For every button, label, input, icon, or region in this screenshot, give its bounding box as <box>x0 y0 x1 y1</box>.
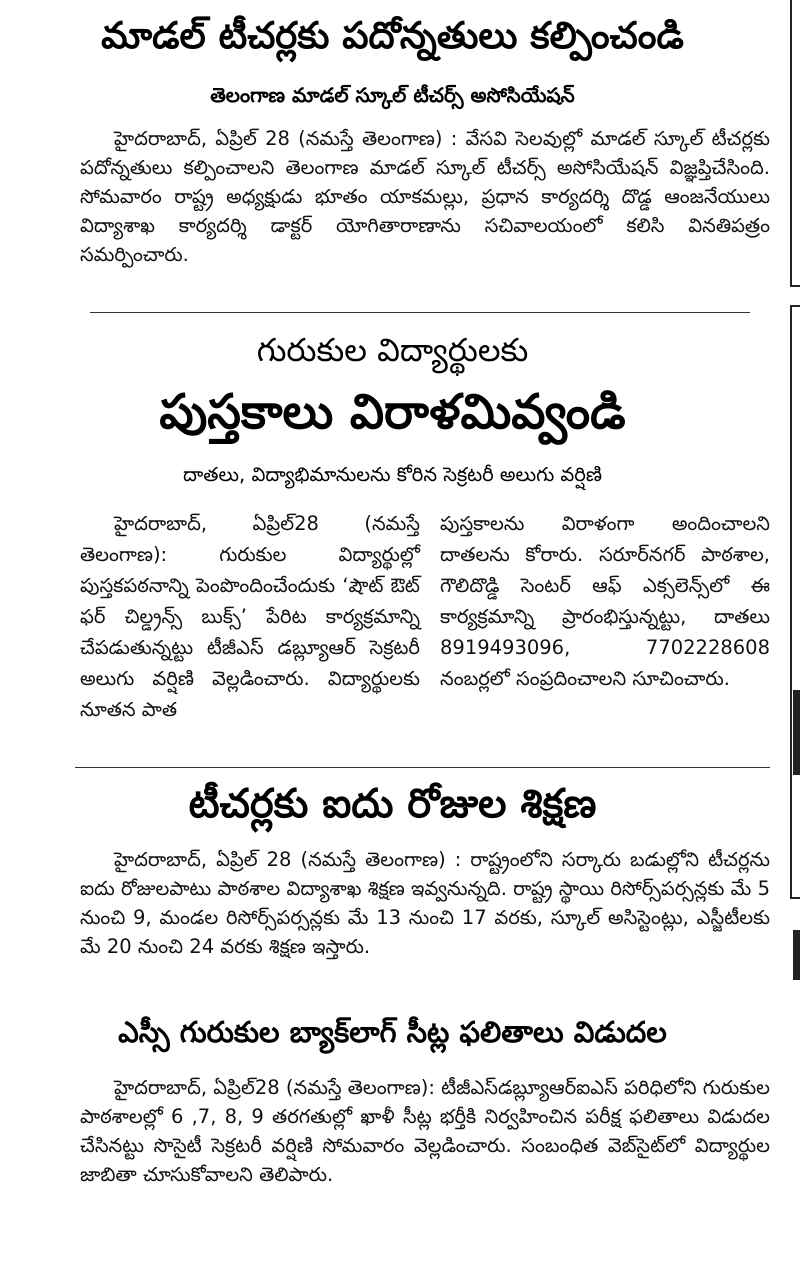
article1-body: హైదరాబాద్, ఏప్రిల్ 28 (నమస్తే తెలంగాణ) : వేసవి సెలవుల్లో మాడల్ స్కూల్ టీచర్లకు పదోన్నతులు కల్పించాలని తెలంగాణ మాడల్ స్కూల్ టీచర్స్ అసోసియేషన్ విజ్ఞప్తిచేసింది. సోమవారం రాష్ట్ర అధ్యక్షుడు భూతం యాకమల్లు, ప్రధాన కార్యదర్శి దొడ్డ ఆంజనేయులు విద్యాశాఖ కార్యదర్శి డాక్టర్ యోగితారాణాను సచివాలయంలో కలిసి వినతిపత్రం సమర్పించారు. <box>80 127 770 266</box>
article4-body: హైదరాబాద్, ఏప్రిల్28 (నమస్తే తెలంగాణ): టీజీఎస్‌డబ్ల్యూఆర్‌ఐఎస్ పరిధిలోని గురుకుల పాఠశాలల్లో 6 ,7, 8, 9 తరగతుల్లో ఖాళీ సీట్ల భర్తీకి నిర్వహించిన పరీక్ష ఫలితాలు విడుదల చేసినట్టు సొసైటీ సెక్రటరీ వర్షిణి సోమవారం వెల్లడించారు. సంబంధిత వెబ్‌సైట్‌లో విద్యార్థుల జాబితా చూసుకోవాలని తెలిపారు. <box>80 1076 770 1186</box>
right-edge-mark <box>793 690 800 775</box>
article1-subhead: తెలంగాణ మాడల్ స్కూల్ టీచర్స్ అసోసియేషన్ <box>210 83 575 107</box>
article2-column-2: పుస్తకాలను విరాళంగా అందించాలని దాతలను కోరారు. సరూర్‌నగర్ పాఠశాల, గౌలిదొడ్డి సెంటర్ ఆఫ్ ఎక్సలెన్స్‌లో ఈ కార్యక్రమాన్ని ప్రారంభిస్తున్నట్టు, దాతలు 8919493096, 7702228608 నంబర్లలో సంప్రదించాలని సూచించారు. <box>440 512 770 690</box>
article3-headline: టీచర్లకు ఐదు రోజుల శిక్షణ <box>188 781 597 827</box>
right-column-rule-bottom <box>790 305 800 899</box>
article2-kicker: గురుకుల విద్యార్థులకు <box>256 331 529 369</box>
article2-headline: పుస్తకాలు విరాళమివ్వండి <box>159 384 626 440</box>
right-edge-mark <box>793 930 800 980</box>
right-column-rule-top <box>790 0 800 287</box>
article2-column-1: హైదరాబాద్, ఏప్రిల్28 (నమస్తే తెలంగాణ): గురుకుల విద్యార్థుల్లో పుస్తకపఠనాన్ని పెంపొందించేందుకు ‘షౌట్ ఔట్ ఫర్ చిల్డ్రన్స్ బుక్స్’ పేరిట కార్యక్రమాన్ని చేపడుతున్నట్టు టీజీఎస్ డబ్ల్యూఆర్ సెక్రటరీ అలుగు వర్షిణి వెల్లడించారు. విద్యార్థులకు నూతన పాత <box>80 512 420 721</box>
article-divider <box>75 767 770 768</box>
article2-subhead: దాతలు, విద్యాభిమానులను కోరిన సెక్రటరీ అలుగు వర్షిణి <box>183 463 602 486</box>
article1-headline: మాడల్ టీచర్లకు పదోన్నతులు కల్పించండి <box>101 14 684 57</box>
article4-headline: ఎస్సీ గురుకుల బ్యాక్‌లాగ్ సీట్ల ఫలితాలు విడుదల <box>118 1015 667 1049</box>
article3-body: హైదరాబాద్, ఏప్రిల్ 28 (నమస్తే తెలంగాణ) : రాష్ట్రంలోని సర్కారు బడుల్లోని టీచర్లను ఐదు రోజులపాటు పాఠశాల విద్యాశాఖ శిక్షణ ఇవ్వనున్నది. రాష్ట్ర స్థాయి రిసోర్స్‌పర్సన్లకు మే 5 నుంచి 9, మండల రిసోర్స్‌పర్సన్లకు మే 13 నుంచి 17 వరకు, స్కూల్ అసిస్టెంట్లు, ఎస్జీటీలకు మే 20 నుంచి 24 వరకు శిక్షణ ఇస్తారు. <box>80 848 770 958</box>
article-divider <box>90 312 750 313</box>
